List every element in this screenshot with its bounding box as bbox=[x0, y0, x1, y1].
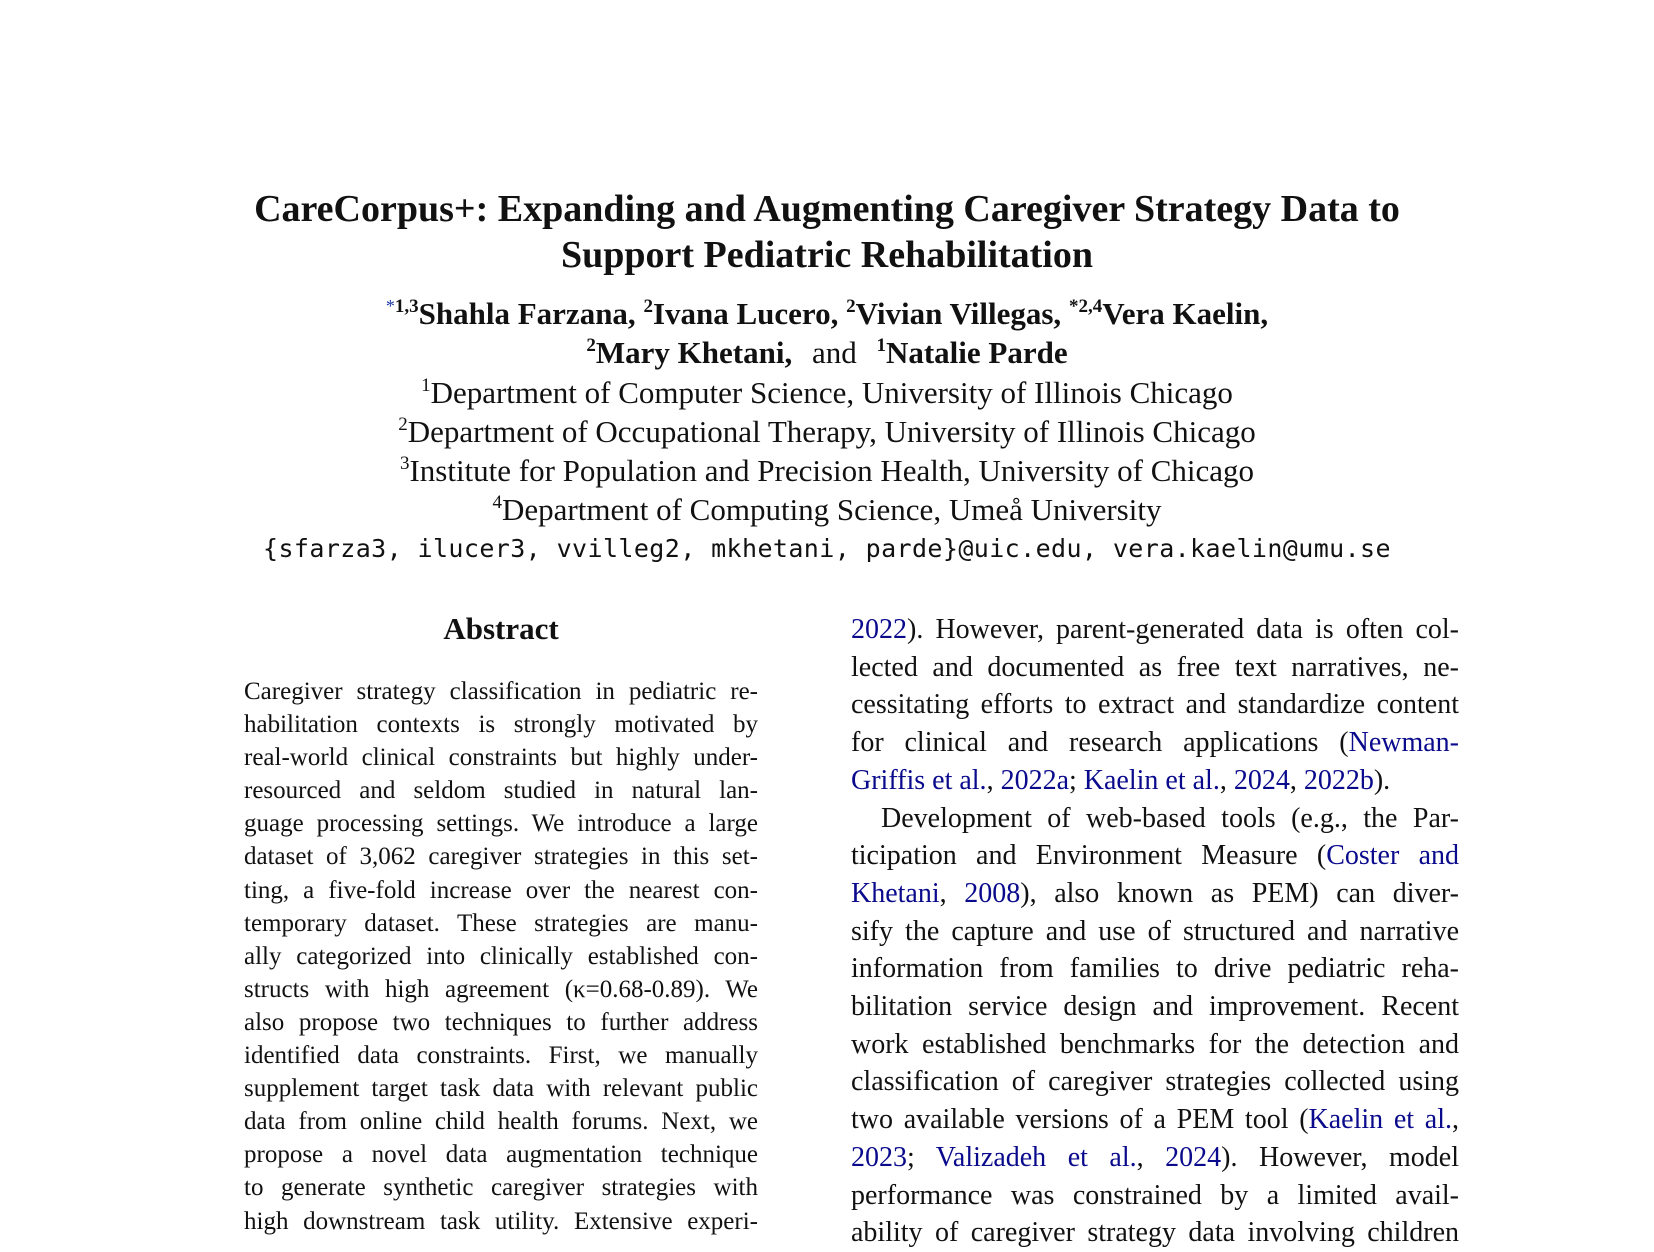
abstract-line: high downstream task utility. Extensive experi- bbox=[244, 1207, 758, 1235]
affiliation-text: Department of Computer Science, University of Illinois Chicago bbox=[430, 375, 1233, 410]
author bbox=[876, 335, 1067, 370]
body-line bbox=[851, 988, 1459, 1026]
body-text-segment: bilitation service design and improvement. Recent bbox=[851, 991, 1459, 1023]
author-list bbox=[180, 294, 1474, 372]
abstract-line: to generate synthetic caregiver strategies with bbox=[244, 1174, 758, 1202]
affiliation-marker: 2 bbox=[643, 296, 653, 317]
abstract-line: resourced and seldom studied in natural lan- bbox=[244, 777, 758, 805]
author-line-1 bbox=[180, 294, 1474, 333]
body-text-segment: cessitating efforts to extract and standardize content bbox=[851, 689, 1459, 721]
affiliation bbox=[180, 373, 1474, 412]
body-text-segment: ; bbox=[907, 1141, 936, 1173]
body-line bbox=[851, 950, 1459, 988]
body-text-segment: Development of web-based tools (e.g., the Par- bbox=[881, 802, 1459, 834]
body-text-segment: for clinical and research applications ( bbox=[851, 727, 1349, 759]
citation-link[interactable]: Khetani bbox=[851, 877, 940, 909]
author-name: Ivana Lucero, bbox=[652, 296, 839, 331]
body-line bbox=[851, 1177, 1459, 1215]
affiliation-number: 3 bbox=[399, 453, 410, 474]
citation-link[interactable]: Kaelin et al. bbox=[1308, 1104, 1452, 1136]
body-line bbox=[851, 1063, 1459, 1101]
body-text-segment: information from families to drive pediatric reha- bbox=[851, 953, 1459, 985]
abstract-line: also propose two techniques to further address bbox=[244, 1008, 758, 1036]
affiliation-marker: 2 bbox=[846, 296, 856, 317]
affiliation-marker: 1 bbox=[876, 335, 886, 356]
citation-link[interactable]: Newman- bbox=[1348, 727, 1459, 759]
affiliation bbox=[180, 451, 1474, 490]
abstract-line: ting, a five-fold increase over the nearest con- bbox=[244, 876, 758, 904]
body-text-segment: ). However, model bbox=[1221, 1141, 1459, 1173]
citation-link[interactable]: 2023 bbox=[851, 1141, 907, 1173]
body-text-segment: performance was constrained by a limited avail- bbox=[851, 1179, 1459, 1211]
abstract-line: propose a novel data augmentation technique bbox=[244, 1141, 758, 1169]
body-text-segment: ; bbox=[1069, 764, 1084, 796]
body-text-segment: , bbox=[939, 877, 965, 909]
intro-body bbox=[851, 611, 1459, 1252]
body-text-segment: sify the capture and use of structured and narrative bbox=[851, 915, 1459, 947]
affiliation-number: 1 bbox=[421, 375, 431, 396]
paper-title bbox=[180, 186, 1474, 278]
body-line bbox=[851, 686, 1459, 724]
affiliation bbox=[180, 412, 1474, 451]
equal-contribution-mark[interactable]: * bbox=[385, 296, 395, 316]
abstract-body bbox=[244, 675, 758, 1238]
abstract-line: identified data constraints. First, we manually bbox=[244, 1042, 758, 1070]
author-name: Vera Kaelin, bbox=[1102, 296, 1269, 331]
intro-column bbox=[851, 611, 1459, 1252]
title-line-2: Support Pediatric Rehabilitation bbox=[560, 234, 1094, 276]
affiliation-marker: 2,4 bbox=[1078, 296, 1103, 317]
body-text-segment: ), also known as PEM) can diver- bbox=[1020, 877, 1459, 909]
body-line bbox=[851, 875, 1459, 913]
body-text-segment: ticipation and Environment Measure ( bbox=[851, 840, 1327, 872]
body-text-segment: , bbox=[1451, 1104, 1459, 1136]
author-name: Vivian Villegas, bbox=[855, 296, 1062, 331]
body-text-segment: ability of caregiver strategy data involving children bbox=[851, 1217, 1459, 1249]
author-name: Shahla Farzana, bbox=[418, 296, 636, 331]
affiliation-text: Department of Occupational Therapy, University of Illinois Chicago bbox=[407, 414, 1256, 449]
body-line bbox=[851, 1139, 1459, 1177]
author bbox=[386, 296, 636, 331]
citation-link[interactable]: Kaelin et al. bbox=[1083, 764, 1220, 796]
citation-link[interactable]: Coster and bbox=[1326, 840, 1459, 872]
affiliation bbox=[180, 490, 1474, 529]
author-name: Natalie Parde bbox=[885, 335, 1068, 370]
body-text-segment: , bbox=[986, 764, 1001, 796]
abstract-line: data from online child health forums. Next, we bbox=[244, 1108, 758, 1136]
author bbox=[1069, 296, 1268, 331]
author bbox=[643, 296, 838, 331]
abstract-column bbox=[244, 609, 758, 1238]
body-text-segment: lected and documented as free text narratives, ne- bbox=[851, 651, 1459, 683]
body-line bbox=[851, 762, 1459, 800]
body-line bbox=[851, 611, 1459, 649]
body-line bbox=[851, 1101, 1459, 1139]
body-line bbox=[851, 1214, 1459, 1252]
body-line bbox=[851, 649, 1459, 687]
author bbox=[846, 296, 1061, 331]
author bbox=[586, 335, 792, 370]
body-text-segment: , bbox=[1289, 764, 1304, 796]
abstract-line: habilitation contexts is strongly motivated by bbox=[244, 711, 758, 739]
affiliation-number: 2 bbox=[398, 414, 408, 435]
body-line bbox=[851, 800, 1459, 838]
author-emails: {sfarza3, ilucer3, vvilleg2, mkhetani, parde}@uic.edu, vera.kaelin@umu.se bbox=[263, 534, 1391, 563]
citation-link[interactable]: 2022 bbox=[851, 614, 907, 645]
citation-link[interactable]: Griffis et al. bbox=[851, 764, 987, 796]
affiliation-marker: 2 bbox=[586, 335, 596, 356]
abstract-line: real-world clinical constraints but highly under- bbox=[244, 744, 758, 772]
citation-link[interactable]: Valizadeh et al. bbox=[935, 1141, 1137, 1173]
citation-link[interactable]: 2024 bbox=[1233, 764, 1290, 796]
abstract-line: temporary dataset. These strategies are manu- bbox=[244, 909, 758, 937]
body-text-segment: classification of caregiver strategies collected using bbox=[851, 1066, 1459, 1098]
body-text-segment: ). However, parent-generated data is often col- bbox=[907, 614, 1459, 645]
body-text-segment: ). bbox=[1373, 764, 1391, 796]
abstract-heading: Abstract bbox=[443, 611, 559, 646]
body-line bbox=[851, 724, 1459, 762]
affiliation-text: Institute for Population and Precision Health, University of Chicago bbox=[409, 453, 1255, 488]
affiliation-marker: 1,3 bbox=[394, 296, 419, 317]
abstract-line: ally categorized into clinically established con- bbox=[244, 942, 758, 970]
abstract-line: supplement target task data with relevant public bbox=[244, 1075, 758, 1103]
title-line-1: CareCorpus+: Expanding and Augmenting Caregiver Strategy Data to bbox=[254, 188, 1400, 230]
affiliation-text: Department of Computing Science, Umeå University bbox=[502, 492, 1162, 527]
body-text-segment: , bbox=[1219, 764, 1234, 796]
author-line-2 bbox=[180, 333, 1474, 372]
abstract-line: dataset of 3,062 caregiver strategies in this set- bbox=[244, 843, 758, 871]
abstract-line: structs with high agreement (κ=0.68-0.89). We bbox=[244, 975, 758, 1003]
citation-link[interactable]: 2008 bbox=[964, 877, 1021, 909]
body-line bbox=[851, 837, 1459, 875]
and-conjunction: and bbox=[811, 335, 857, 370]
abstract-line: Caregiver strategy classification in pediatric re- bbox=[244, 678, 758, 705]
body-text-segment: work established benchmarks for the detection and bbox=[851, 1028, 1459, 1060]
affiliation-list bbox=[180, 373, 1474, 529]
author-name: Mary Khetani, bbox=[595, 335, 793, 370]
body-text-segment: , bbox=[1136, 1141, 1166, 1173]
equal-contribution-mark: * bbox=[1068, 296, 1079, 317]
citation-link[interactable]: 2024 bbox=[1165, 1141, 1222, 1173]
body-line bbox=[851, 1026, 1459, 1064]
body-text-segment: two available versions of a PEM tool ( bbox=[851, 1104, 1309, 1136]
citation-link[interactable]: 2022a bbox=[1000, 764, 1069, 796]
abstract-line: guage processing settings. We introduce a large bbox=[244, 810, 758, 838]
affiliation-number: 4 bbox=[492, 492, 503, 513]
body-line bbox=[851, 913, 1459, 951]
citation-link[interactable]: 2022b bbox=[1303, 764, 1374, 796]
